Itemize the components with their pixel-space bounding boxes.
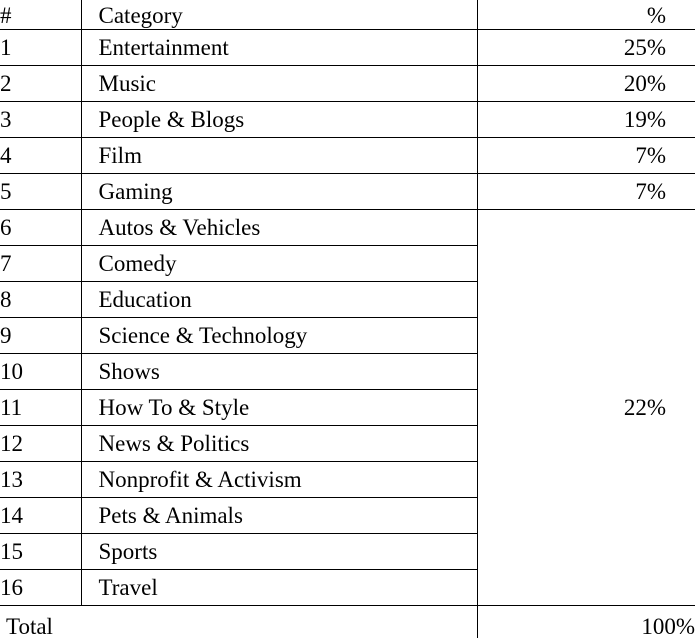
row-category: People & Blogs <box>81 102 477 138</box>
row-num: 12 <box>0 426 81 462</box>
row-category: News & Politics <box>81 426 477 462</box>
row-category: Science & Technology <box>81 318 477 354</box>
row-category: Film <box>81 138 477 174</box>
row-category: Autos & Vehicles <box>81 210 477 246</box>
row-num: 11 <box>0 390 81 426</box>
row-category: Gaming <box>81 174 477 210</box>
row-num: 9 <box>0 318 81 354</box>
row-num: 6 <box>0 210 81 246</box>
row-category: How To & Style <box>81 390 477 426</box>
merged-percent: 22% <box>477 210 695 606</box>
table-row <box>0 210 695 246</box>
row-num: 2 <box>0 66 81 102</box>
total-label: Total <box>0 606 477 638</box>
row-num: 5 <box>0 174 81 210</box>
total-row <box>0 606 695 638</box>
row-category: Entertainment <box>81 30 477 66</box>
row-percent: 7% <box>477 174 695 210</box>
row-category: Travel <box>81 570 477 606</box>
row-num: 16 <box>0 570 81 606</box>
header-row <box>0 0 695 30</box>
table-row <box>0 102 695 138</box>
row-num: 1 <box>0 30 81 66</box>
row-num: 3 <box>0 102 81 138</box>
table-row <box>0 66 695 102</box>
table-row <box>0 30 695 66</box>
header-num: # <box>0 0 81 30</box>
row-category: Shows <box>81 354 477 390</box>
table-row <box>0 138 695 174</box>
row-num: 15 <box>0 534 81 570</box>
row-percent: 25% <box>477 30 695 66</box>
header-category: Category <box>81 0 477 30</box>
row-percent: 7% <box>477 138 695 174</box>
total-percent: 100% <box>477 606 695 638</box>
header-percent: % <box>477 0 695 30</box>
row-num: 4 <box>0 138 81 174</box>
row-num: 13 <box>0 462 81 498</box>
row-num: 8 <box>0 282 81 318</box>
row-category: Comedy <box>81 246 477 282</box>
row-num: 10 <box>0 354 81 390</box>
table-row <box>0 174 695 210</box>
row-percent: 19% <box>477 102 695 138</box>
row-num: 7 <box>0 246 81 282</box>
row-category: Music <box>81 66 477 102</box>
row-category: Pets & Animals <box>81 498 477 534</box>
row-num: 14 <box>0 498 81 534</box>
row-category: Nonprofit & Activism <box>81 462 477 498</box>
row-category: Education <box>81 282 477 318</box>
row-category: Sports <box>81 534 477 570</box>
row-percent: 20% <box>477 66 695 102</box>
